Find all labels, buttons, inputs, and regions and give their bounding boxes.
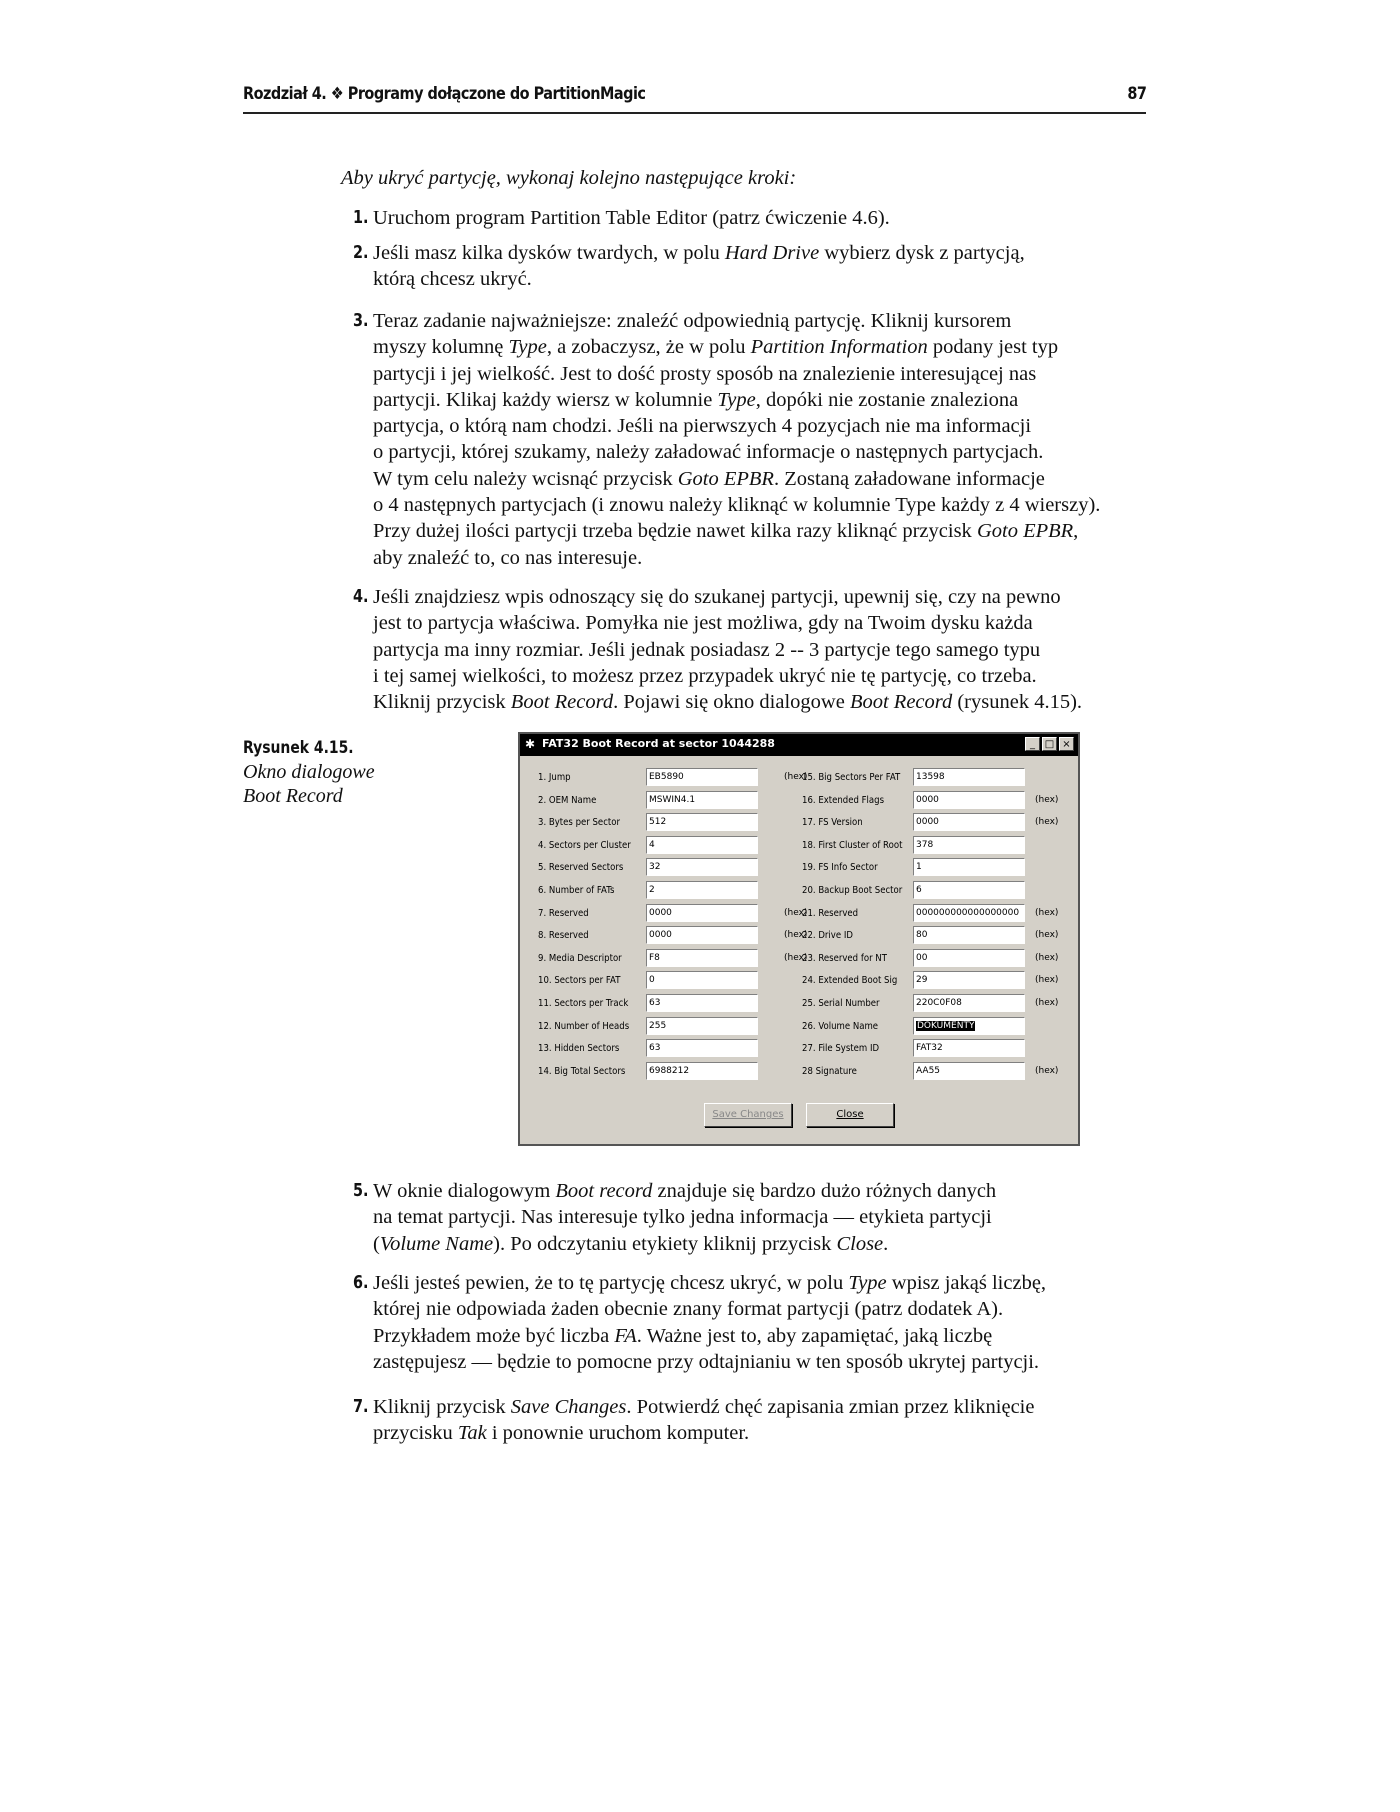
field-value-input[interactable]: 00 — [913, 949, 1025, 967]
step-text: Jeśli jesteś pewien, że to tę partycję chcesz ukryć, w polu Type wpisz jakąś liczbę, której nie odpowiada żaden obecnie znany format partycji (patrz dodatek A). Przykładem może być liczba FA. Ważne jest to, aby zapamiętać, jaką liczbę zastępujesz — będzie to pomocne przy odtajnianiu w ten sposób ukrytej partycji. — [373, 1272, 1047, 1373]
step-item — [353, 1270, 1153, 1375]
field-label: 13. Hidden Sectors — [538, 1043, 620, 1055]
page-number: 87 — [1126, 84, 1146, 104]
figure-number: Rysunek 4.15. — [243, 738, 354, 758]
hex-label: (hex) — [1035, 794, 1059, 805]
field-value-input[interactable]: 512 — [646, 813, 758, 831]
field-value-input[interactable]: 63 — [646, 1039, 758, 1057]
field-value-input[interactable]: 0 — [646, 971, 758, 989]
field-label: 18. First Cluster of Root — [802, 839, 903, 851]
hex-label: (hex) — [1035, 907, 1059, 918]
field-label: 28 Signature — [802, 1065, 857, 1077]
app-icon: ✱ — [525, 737, 536, 751]
intro-text: Aby ukryć partycję, wykonaj kolejno następujące kroki: — [341, 167, 797, 189]
field-label: 12. Number of Heads — [538, 1020, 630, 1032]
field-label: 22. Drive ID — [802, 930, 853, 942]
step-number: 3. — [353, 310, 369, 331]
maximize-button[interactable]: □ — [1042, 737, 1057, 751]
field-value-input[interactable]: F8 — [646, 949, 758, 967]
step-number: 6. — [353, 1272, 369, 1293]
field-value-input[interactable]: EB5890 — [646, 768, 758, 786]
field-label: 20. Backup Boot Sector — [802, 884, 903, 896]
field-value-input[interactable]: 4 — [646, 836, 758, 854]
figure-description-line1: Okno dialogowe — [243, 761, 375, 783]
dialog-title: FAT32 Boot Record at sector 1044288 — [542, 737, 775, 750]
field-value-input[interactable]: 1 — [913, 858, 1025, 876]
step-number: 5. — [353, 1180, 369, 1201]
step-item — [353, 1178, 1153, 1257]
step-text: Jeśli masz kilka dysków twardych, w polu Hard Drive wybierz dysk z partycją, którą chcesz ukryć. — [373, 242, 1025, 291]
page-header — [243, 84, 1146, 114]
minimize-button[interactable]: _ — [1025, 737, 1040, 751]
field-value-input[interactable]: 0000 — [913, 813, 1025, 831]
field-label: 24. Extended Boot Sig — [802, 975, 898, 987]
step-text: Jeśli znajdziesz wpis odnoszący się do szukanej partycji, upewnij się, czy na pewno jest to partycja właściwa. Pomyłka nie jest możliwa, gdy na Twoim dysku każda partycja ma inny rozmiar. Jeśli jednak posiadasz 2 -- 3 partycje tego samego typu i tej samej wielkości, to możesz przez przypadek ukryć nie tę partycję, co trzeba. Kliknij przycisk Boot Record. Pojawi się okno dialogowe Boot Record (rysunek 4.15). — [373, 586, 1083, 714]
field-value-input[interactable]: 0000 — [646, 904, 758, 922]
field-value-input[interactable]: 378 — [913, 836, 1025, 854]
step-item — [353, 1394, 1153, 1447]
field-value-input[interactable]: 32 — [646, 858, 758, 876]
hex-label: (hex) — [1035, 1065, 1059, 1076]
field-label: 21. Reserved — [802, 907, 859, 919]
field-label: 16. Extended Flags — [802, 794, 885, 806]
field-label: 3. Bytes per Sector — [538, 817, 620, 829]
chapter-title: Rozdział 4. ❖ Programy dołączone do PartitionMagic — [243, 84, 646, 104]
step-item — [353, 308, 1153, 571]
field-label: 19. FS Info Sector — [802, 862, 878, 874]
step-text: Teraz zadanie najważniejsze: znaleźć odpowiednią partycję. Kliknij kursorem myszy kolumnę Type, a zobaczysz, że w polu Partition Information podany jest typ partycji i jej wielkość. Jest to dość prosty sposób na znalezienie interesującej nas partycji. Klikaj każdy wiersz w kolumnie Type, dopóki nie zostanie znaleziona partycja, o którą nam chodzi. Jeśli na pierwszych 4 pozycjach nie ma informacji o partycji, której szukamy, należy załadować informacje o następnych partycjach. W tym celu należy wcisnąć przycisk Goto EPBR. Zostaną załadowane informacje o 4 następnych partycjach (i znowu należy kliknąć w kolumnie Type każdy z 4 wierszy). Przy dużej ilości partycji trzeba będzie nawet kilka razy kliknąć przycisk Goto EPBR, aby znaleźć to, co nas interesuje. — [373, 310, 1101, 569]
field-value-input[interactable]: 13598 — [913, 768, 1025, 786]
step-number: 4. — [353, 586, 369, 607]
dialog-titlebar[interactable] — [520, 734, 1078, 756]
field-label: 8. Reserved — [538, 930, 589, 942]
step-item — [353, 584, 1153, 715]
figure-description-line2: Boot Record — [243, 785, 343, 807]
field-value-input[interactable]: 6988212 — [646, 1062, 758, 1080]
close-button[interactable]: Close — [806, 1103, 894, 1127]
field-value-input[interactable]: 80 — [913, 926, 1025, 944]
field-value-input[interactable]: 29 — [913, 971, 1025, 989]
step-item — [353, 240, 1153, 293]
save-changes-button[interactable]: Save Changes — [704, 1103, 792, 1127]
boot-record-dialog — [518, 732, 1080, 1146]
field-label: 2. OEM Name — [538, 794, 597, 806]
field-label: 11. Sectors per Track — [538, 997, 629, 1009]
field-label: 1. Jump — [538, 772, 571, 783]
hex-label: (hex) — [784, 930, 808, 941]
field-label: 7. Reserved — [538, 907, 589, 919]
field-value-input[interactable]: AA55 — [913, 1062, 1025, 1080]
step-item — [353, 205, 1153, 231]
close-window-button[interactable]: × — [1059, 737, 1074, 751]
step-number: 1. — [353, 207, 369, 228]
hex-label: (hex) — [1035, 817, 1059, 828]
figure-caption — [243, 736, 443, 808]
field-label: 15. Big Sectors Per FAT — [802, 772, 901, 783]
field-label: 6. Number of FATs — [538, 884, 615, 896]
hex-label: (hex) — [1035, 952, 1059, 963]
step-text: W oknie dialogowym Boot record znajduje się bardzo dużo różnych danych na temat partycji. Nas interesuje tylko jedna informacja — etykieta partycji (Volume Name). Po odczytaniu etykiety kliknij przycisk Close. — [373, 1180, 997, 1255]
field-label: 27. File System ID — [802, 1043, 880, 1055]
field-label: 4. Sectors per Cluster — [538, 839, 631, 851]
hex-label: (hex) — [1035, 997, 1059, 1008]
hex-label: (hex) — [784, 772, 808, 782]
field-label: 23. Reserved for NT — [802, 952, 887, 964]
hex-label: (hex) — [1035, 975, 1059, 986]
field-value-input[interactable]: 220C0F08 — [913, 994, 1025, 1012]
field-value-input[interactable]: FAT32 — [913, 1039, 1025, 1057]
step-number: 7. — [353, 1396, 369, 1417]
field-label: 17. FS Version — [802, 817, 863, 829]
field-value-input[interactable]: DOKUMENTY — [913, 1017, 1025, 1035]
field-value-input[interactable]: 2 — [646, 881, 758, 899]
field-label: 14. Big Total Sectors — [538, 1065, 626, 1077]
field-value-input[interactable]: 0000 — [646, 926, 758, 944]
field-value-input[interactable]: 6 — [913, 881, 1025, 899]
field-label: 26. Volume Name — [802, 1020, 879, 1032]
field-value-input[interactable]: 000000000000000000 — [913, 904, 1025, 922]
step-text: Kliknij przycisk Save Changes. Potwierdź chęć zapisania zmian przez kliknięcie przycisku Tak i ponownie uruchom komputer. — [373, 1396, 1035, 1445]
hex-label: (hex) — [784, 952, 808, 963]
step-text: Uruchom program Partition Table Editor (patrz ćwiczenie 4.6). — [373, 207, 890, 229]
hex-label: (hex) — [1035, 930, 1059, 941]
field-value-input[interactable]: 63 — [646, 994, 758, 1012]
field-label: 10. Sectors per FAT — [538, 975, 621, 987]
field-label: 5. Reserved Sectors — [538, 862, 624, 874]
field-value-input[interactable]: MSWIN4.1 — [646, 791, 758, 809]
step-number: 2. — [353, 242, 369, 263]
hex-label: (hex) — [784, 907, 808, 918]
field-value-input[interactable]: 0000 — [913, 791, 1025, 809]
field-value-input[interactable]: 255 — [646, 1017, 758, 1035]
field-label: 25. Serial Number — [802, 997, 880, 1009]
field-label: 9. Media Descriptor — [538, 952, 622, 964]
